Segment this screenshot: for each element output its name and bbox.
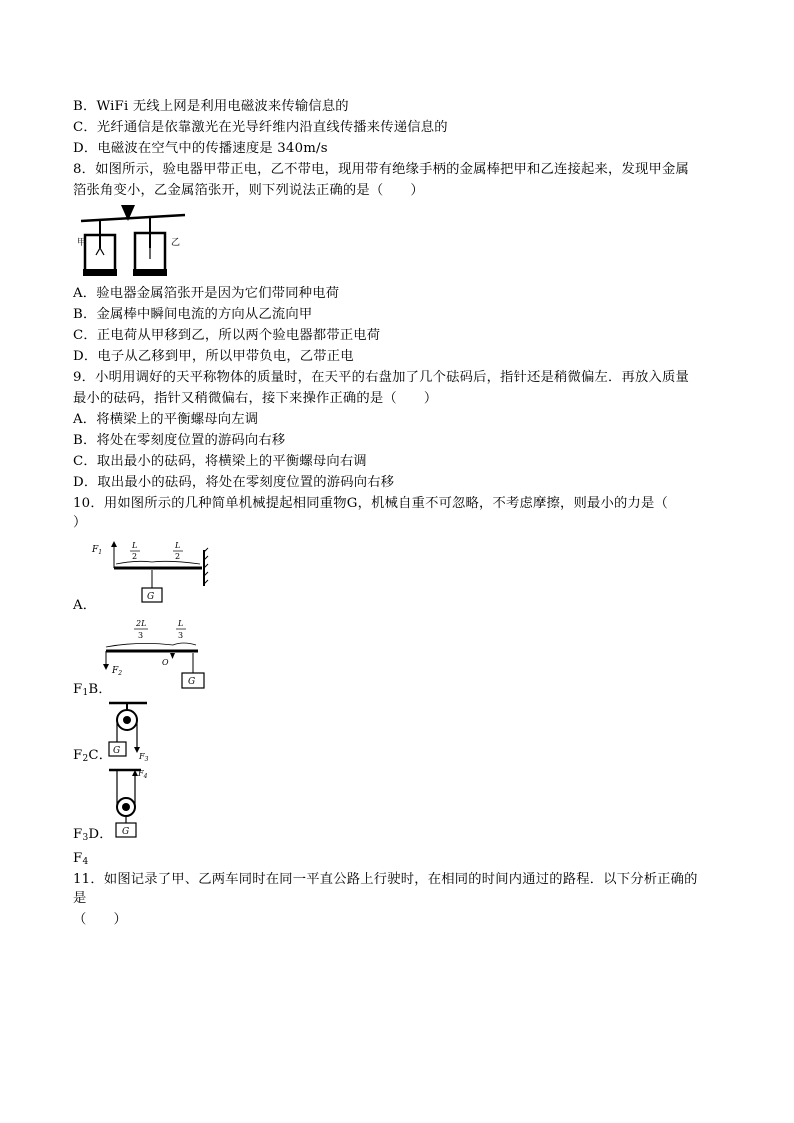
f1-label: $F_1$ xyxy=(92,545,103,556)
jia-label: 甲 xyxy=(77,238,87,248)
svg-text:L: L xyxy=(175,541,181,550)
question-10-option-a: A． xyxy=(73,598,97,613)
svg-text:2L: 2L xyxy=(136,619,147,628)
f2-label: $F_2$ xyxy=(112,666,123,677)
question-8-stem-line2: 箔张角变小，乙金属箔张开，则下列说法正确的是（ ） xyxy=(73,183,424,198)
question-8-option-d: D．电子从乙移到甲，所以甲带负电，乙带正电 xyxy=(73,349,354,364)
fulcrum-label: O xyxy=(162,658,169,667)
question-8-stem-line1: 8．如图所示，验电器甲带正电，乙不带电，现用带有绝缘手柄的金属棒把甲和乙连接起来，发现甲金属 xyxy=(73,162,690,177)
question-10-option-d: $F_3D$． xyxy=(73,827,113,843)
force-label-f4: $F_4$ xyxy=(73,851,89,867)
svg-text:G: G xyxy=(188,677,196,687)
option-d-em-speed: D．电磁波在空气中的传播速度是 340m/s xyxy=(73,141,328,156)
question-10-stem-line2: ） xyxy=(73,515,87,530)
question-10-option-c: $F_2C$． xyxy=(73,748,113,764)
lever-figure-a xyxy=(90,538,215,608)
f4-label: $F_4$ xyxy=(138,769,148,780)
svg-text:3: 3 xyxy=(138,631,144,640)
svg-text:3: 3 xyxy=(178,631,184,640)
question-9-stem-line1: 9．小明用调好的天平称物体的质量时，在天平的右盘加了几个砝码后，指针还是稍微偏左．再放入质量 xyxy=(73,370,690,385)
question-11-stem-line2: 是 xyxy=(73,891,87,906)
svg-text:2: 2 xyxy=(175,552,181,561)
option-b-wifi: B．WiFi 无线上网是利用电磁波来传输信息的 xyxy=(73,99,349,114)
question-9-option-b: B．将处在零刻度位置的游码向右移 xyxy=(73,433,286,448)
question-8-option-a: A．验电器金属箔张开是因为它们带同种电荷 xyxy=(73,286,340,301)
svg-text:G: G xyxy=(122,827,130,837)
option-c-fiber: C．光纤通信是依靠激光在光导纤维内沿直线传播来传递信息的 xyxy=(73,120,448,135)
question-8-option-c: C．正电荷从甲移到乙，所以两个验电器都带正电荷 xyxy=(73,328,381,343)
yi-label: 乙 xyxy=(171,238,181,248)
question-8-option-b: B．金属棒中瞬间电流的方向从乙流向甲 xyxy=(73,307,313,322)
electroscope-figure xyxy=(73,203,193,283)
question-9-option-a: A．将横梁上的平衡螺母向左调 xyxy=(73,412,259,427)
svg-text:2: 2 xyxy=(132,552,138,561)
question-11-blank: （ ） xyxy=(73,912,127,927)
question-10-stem-line1: 10．用如图所示的几种简单机械提起相同重物G，机械自重不可忽略，不考虑摩擦，则最小的力是（ xyxy=(73,496,669,511)
svg-text:G: G xyxy=(113,746,121,756)
lever-figure-b xyxy=(98,617,213,692)
question-11-stem-line1: 11．如图记录了甲、乙两车同时在同一平直公路上行驶时，在相同的时间内通过的路程．以下分析正确的 xyxy=(73,872,698,887)
svg-text:L: L xyxy=(178,619,184,628)
svg-text:L: L xyxy=(132,541,138,550)
f3-label: $F_3$ xyxy=(139,752,149,762)
question-9-stem-line2: 最小的砝码，指针又稍微偏右，接下来操作正确的是（ ） xyxy=(73,391,438,406)
svg-text:G: G xyxy=(147,592,155,602)
question-9-option-d: D．取出最小的砝码，将处在零刻度位置的游码向右移 xyxy=(73,475,395,490)
question-10-option-b: $F_1B$． xyxy=(73,682,112,698)
question-9-option-c: C．取出最小的砝码，将横梁上的平衡螺母向右调 xyxy=(73,454,367,469)
